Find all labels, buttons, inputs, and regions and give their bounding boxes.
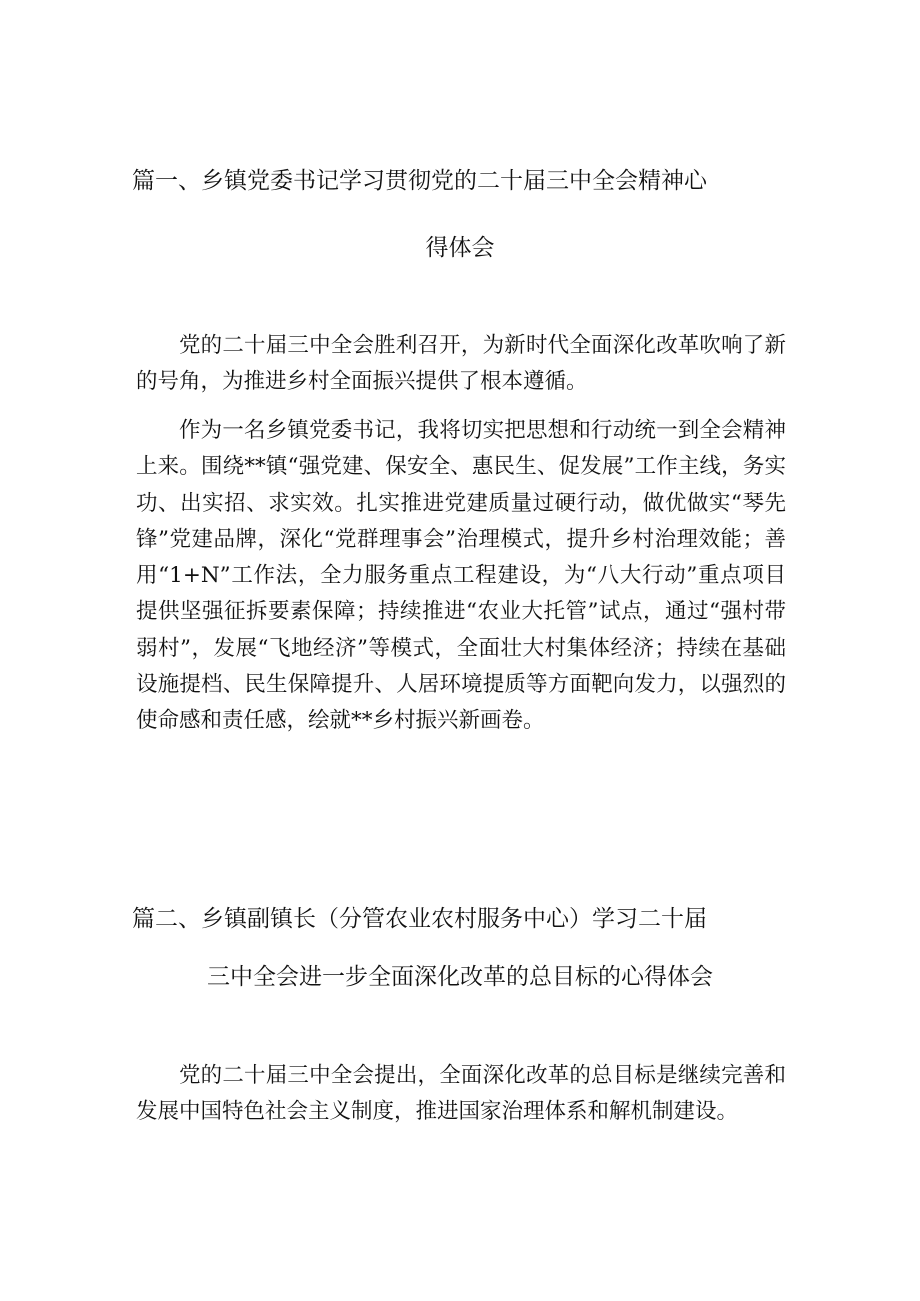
section1-title-line1: 篇一、乡镇党委书记学习贯彻党的二十届三中全会精神心 [132, 168, 707, 194]
section1-paragraph-1: 党的二十届三中全会胜利召开，为新时代全面深化改革吹响了新的号角，为推进乡村全面振兴提供了根本遵循。 [136, 333, 786, 395]
section2-paragraph-1: 党的二十届三中全会提出，全面深化改革的总目标是继续完善和发展中国特色社会主义制度，推进国家治理体系和解机制建设。 [136, 1063, 786, 1125]
section2-title-line1: 篇二、乡镇副镇长（分管农业农村服务中心）学习二十届 [132, 906, 707, 932]
section2-title-line2: 三中全会进一步全面深化改革的总目标的心得体会 [207, 964, 713, 990]
section1-paragraph-2: 作为一名乡镇党委书记，我将切实把思想和行动统一到全会精神上来。围绕**镇“强党建、保安全、惠民生、促发展”工作主线，务实功、出实招、求实效。扎实推进党建质量过硬行动，做优做实“琴先锋”党建品牌，深化“党群理事会”治理模式，提升乡村治理效能；善用“1+N”工作法，全力服务重点工程建设，为“八大行动”重点项目提供坚强征拆要素保障；持续推进“农业大托管”试点，通过“强村带弱村”，发展“飞地经济”等模式，全面壮大村集体经济；持续在基础设施提档、民生保障提升、人居环境提质等方面靶向发力，以强烈的使命感和责任感，绘就**乡村振兴新画卷。 [136, 418, 786, 734]
section1-title-line2: 得体会 [425, 235, 495, 261]
